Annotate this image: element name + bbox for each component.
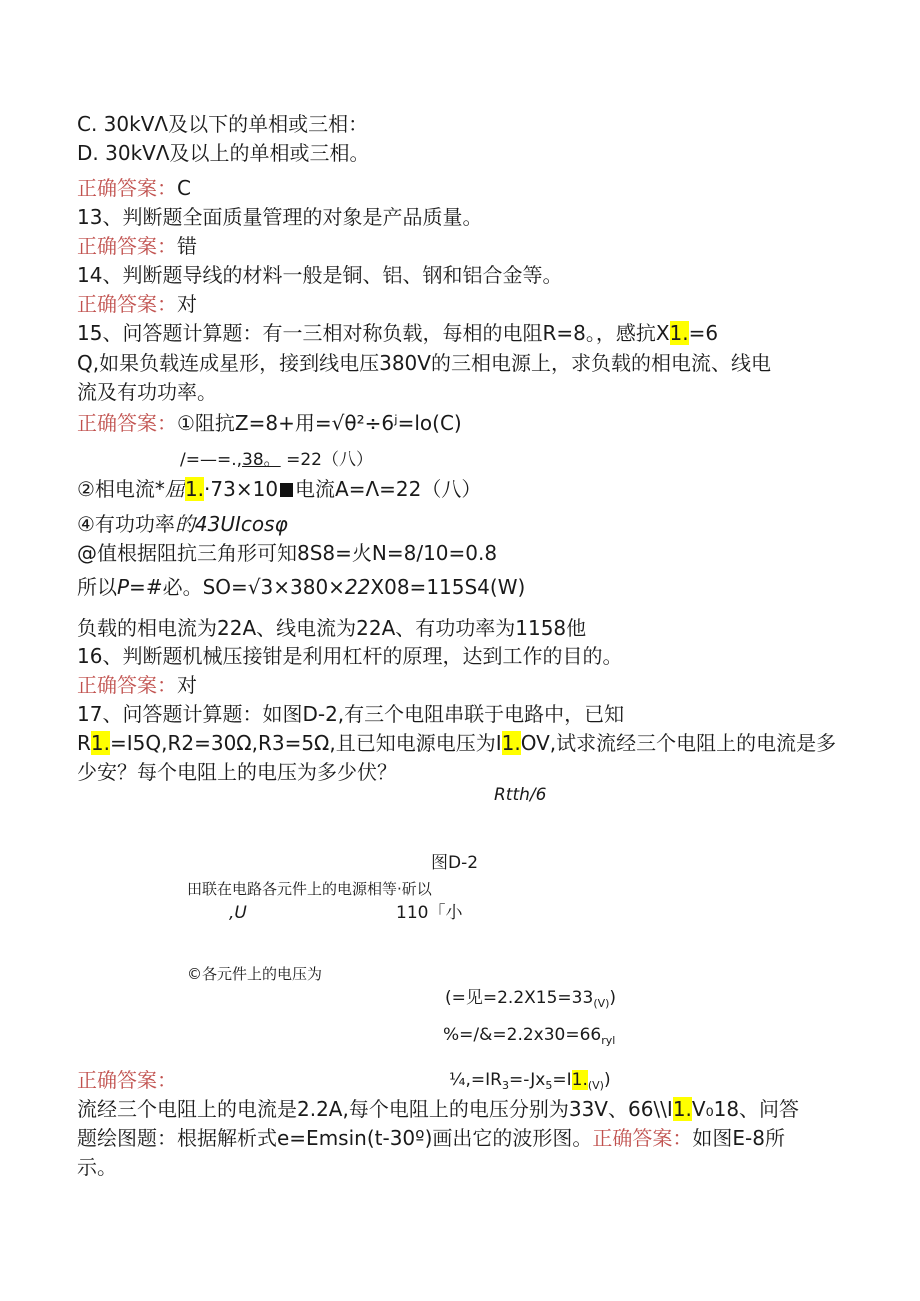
solution-110: 110「小 — [396, 903, 463, 923]
conclusion-15: 负载的相电流为22A、线电流为22A、有功功率为1158他 — [77, 616, 587, 640]
formula-current: /=—=.,38。 =22（八） — [180, 450, 373, 470]
option-c: C. 30kVΛ及以下的单相或三相： — [77, 112, 369, 136]
black-square-icon — [280, 483, 293, 497]
answer-16: 正确答案：对 — [77, 673, 197, 697]
solution-step-2: ©各元件上的电压为 — [187, 965, 323, 983]
answer-13: 正确答案：错 — [77, 234, 197, 258]
conclusion-17: 流经三个电阻上的电流是2.2A,每个电阻上的电压分别为33V、66\\I1.V₀18、问答 — [77, 1097, 800, 1121]
solution-step-1: 田联在电路各元件上的电源相等·斫以 — [187, 880, 432, 898]
formula-result: 所以P=#必。SO=√3×380×22X08=115S4(W) — [77, 575, 526, 599]
answer-17-label: 正确答案： — [77, 1068, 177, 1092]
solution-u1: (=见$=2.2X15=33_{(V)}$) — [445, 988, 617, 1010]
solution-voltage-u: ,U — [229, 903, 247, 923]
question-14: 14、判断题导线的材料一般是铜、铝、钢和铝合金等。 — [77, 263, 563, 287]
question-17-line3: 少安？每个电阻上的电压为多少伏？ — [77, 760, 397, 784]
option-d: D. 30kVΛ及以上的单相或三相。 — [77, 141, 370, 165]
question-13: 13、判断题全面质量管理的对象是产品质量。 — [77, 205, 483, 229]
question-17-line1: 17、问答题计算题：如图D-2,有三个电阻串联于电路中，已知 — [77, 702, 625, 726]
question-16: 16、判断题机械压接钳是利用杠杆的原理，达到工作的目的。 — [77, 644, 623, 668]
answer-15: 正确答案：①阻抗Z=8+用=√θ²÷6ʲ=lo(C) — [77, 411, 462, 435]
formula-power-factor: @值根据阻抗三角形可知8S8=火N=8/10=0.8 — [77, 541, 498, 565]
question-17-line2: R1.=I5Q,R2=30Ω,R3=5Ω,且已知电源电压为I1.OV,试求流经三个电阻上的电流是多 — [77, 731, 837, 755]
figure-caption: 图D-2 — [431, 853, 479, 873]
question-18-end: 示。 — [77, 1155, 117, 1179]
answer-12: 正确答案：C — [77, 176, 191, 200]
question-15-line2: Q,如果负载连成星形，接到线电压380V的三相电源上，求负载的相电流、线电 — [77, 351, 771, 375]
question-15-line3: 流及有功功率。 — [77, 380, 217, 404]
solution-u3: $\frac{1}{4},=IR_3=-Jx_5=I1._{(V)}$) — [449, 1070, 611, 1092]
solution-u2: $\%=/\&=2.2x30=66_{ryl}$ — [443, 1025, 616, 1047]
question-15-line1: 15、问答题计算题：有一三相对称负载，每相的电阻R=8。，感抗X1.=6 — [77, 321, 719, 345]
answer-14: 正确答案：对 — [77, 292, 197, 316]
formula-power: ④有功功率的43UIcosφ — [77, 512, 288, 536]
question-18: 题绘图题：根据解析式e=Emsin(t-30º)画出它的波形图。正确答案：如图E-8所 — [77, 1126, 785, 1150]
figure-text: Rtth/6 — [494, 785, 547, 805]
formula-phase-current: ②相电流*屈1.·73×10 电流A=Λ=22（八） — [77, 477, 482, 501]
